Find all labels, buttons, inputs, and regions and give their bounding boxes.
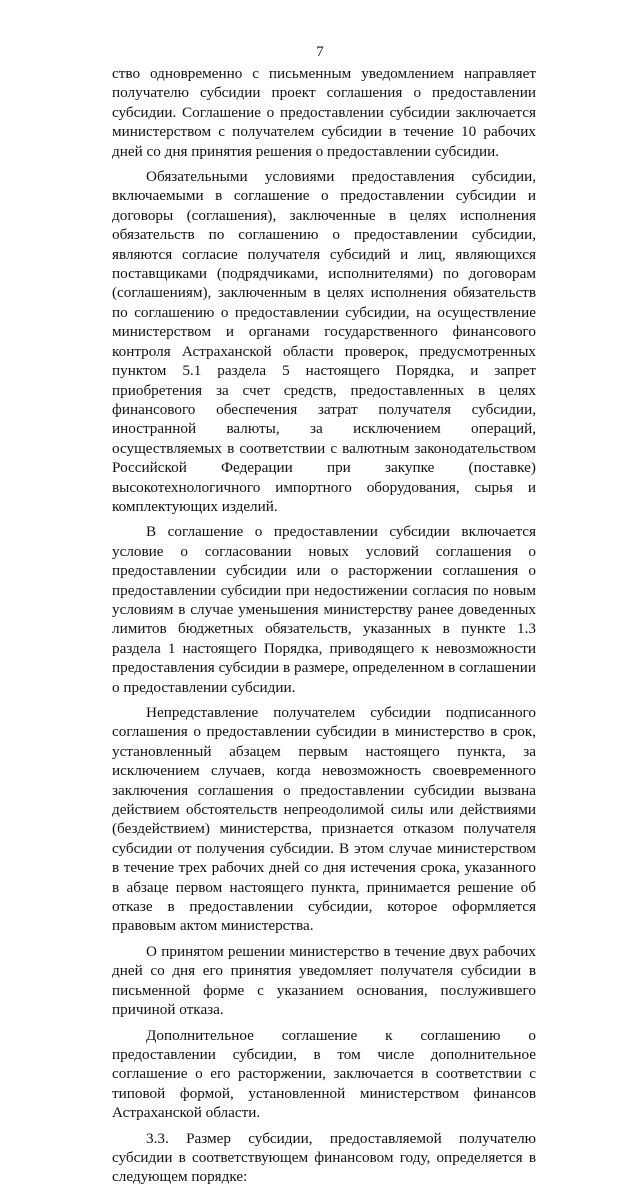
page-number: 7 bbox=[316, 44, 324, 60]
paragraph-notification: О принятом решении министерство в течение двух рабочих дней со дня его принятия уведомляет получателя субсидии в письменной форме с указанием основания, послужившего причиной отказа. bbox=[112, 942, 536, 1019]
paragraph-non-submission: Непредставление получателем субсидии подписанного соглашения о предоставлении субсидии в министерство в срок, установленный абзацем первым настоящего пункта, за исключением случаев, когда невозможность своевременного заключения соглашения о предоставлении субсидии вызвана действием обстоятельств непреодолимой силы или действиями (бездействием) министерства, признается отказом получателя субсидии от получения субсидии. В этом случае министерством в течение трех рабочих дней со дня истечения срока, указанного в абзаце первом настоящего пункта, принимается решение об отказе в предоставлении субсидии, которое оформляется правовым актом министерства. bbox=[112, 704, 536, 935]
document-body bbox=[112, 64, 536, 1193]
paragraph-additional-agreement: Дополнительное соглашение к соглашению о предоставлении субсидии, в том числе дополнительное соглашение о его расторжении, заключается в соответствии с типовой формой, установленной министерством финансов Астраханской области. bbox=[112, 1026, 536, 1122]
paragraph-subsidy-amount: 3.3. Размер субсидии, предоставляемой получателю субсидии в соответствующем финансовом году, определяется в следующем порядке: bbox=[112, 1129, 536, 1186]
paragraph-continued: ство одновременно с письменным уведомлением направляет получателю субсидии проект соглашения о предоставлении субсидии. Соглашение о предоставлении субсидии заключается министерством с получателем субсидии в течение 10 рабочих дней со дня принятия решения о предоставлении субсидии. bbox=[112, 65, 536, 160]
paragraph-agreement-terms: В соглашение о предоставлении субсидии включается условие о согласовании новых условий соглашения о предоставлении субсидии или о расторжении соглашения о предоставлении субсидии при недостижении согласия по новым условиям в случае уменьшения министерству ранее доведенных лимитов бюджетных обязательств, указанных в пункте 1.3 раздела 1 настоящего Порядка, приводящего к невозможности предоставления субсидии в размере, определенном в соглашении о предоставлении субсидии. bbox=[112, 523, 536, 696]
paragraph-mandatory-conditions: Обязательными условиями предоставления субсидии, включаемыми в соглашение о предоставлении субсидии и договоры (соглашения), заключенные в целях исполнения обязательств по соглашению о предоставлении субсидии, являются согласие получателя субсидий и лиц, являющихся поставщиками (подрядчиками, исполнителями) по договорам (соглашениям), заключенным в целях исполнения обязательств по соглашению о предоставлении субсидии, на осуществление министерством и органами государственного финансового контроля Астраханской области проверок, предусмотренных пунктом 5.1 раздела 5 настоящего Порядка, и запрет приобретения за счет средств, предоставленных в целях финансового обеспечения затрат получателя субсидии, иностранной валюты, за исключением операций, осуществляемых в соответствии с валютным законодательством Российской Федерации при закупке (поставке) высокотехнологичного импортного оборудования, сырья и комплектующих изделий. bbox=[112, 168, 536, 515]
